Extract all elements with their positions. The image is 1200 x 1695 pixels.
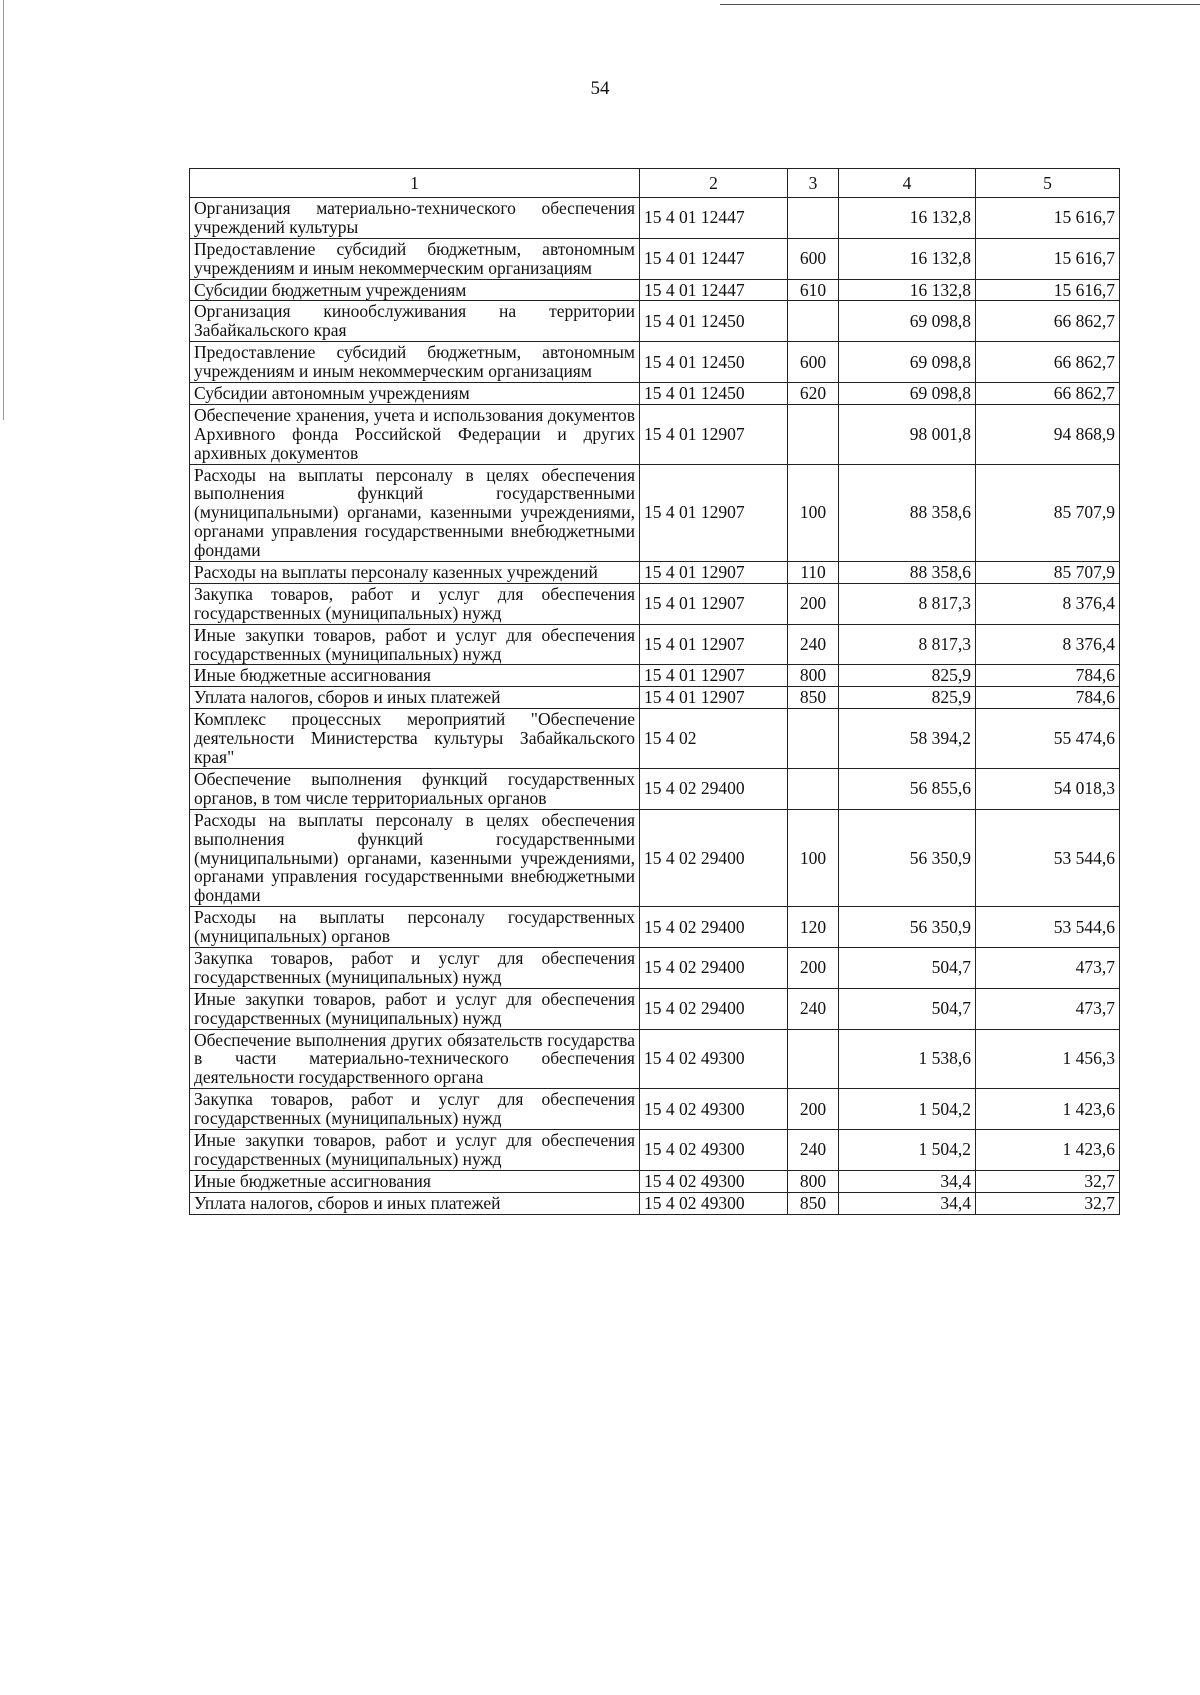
row-amount-col-4: 58 394,2 <box>839 709 976 769</box>
row-expense-type: 620 <box>788 383 839 405</box>
row-code: 15 4 01 12907 <box>640 624 788 665</box>
row-expense-type <box>788 768 839 809</box>
row-code: 15 4 01 12907 <box>640 562 788 584</box>
row-amount-col-5: 8 376,4 <box>976 583 1120 624</box>
row-name: Уплата налогов, сборов и иных платежей <box>190 687 640 709</box>
row-code: 15 4 02 29400 <box>640 947 788 988</box>
row-name: Расходы на выплаты персоналу казенных учреждений <box>190 562 640 584</box>
row-amount-col-4: 88 358,6 <box>839 464 976 561</box>
row-name: Обеспечение хранения, учета и использования документов Архивного фонда Российской Федерации и других архивных документов <box>190 404 640 464</box>
row-expense-type: 600 <box>788 238 839 279</box>
row-expense-type: 800 <box>788 1170 839 1192</box>
row-code: 15 4 02 29400 <box>640 768 788 809</box>
row-expense-type: 240 <box>788 624 839 665</box>
row-expense-type: 850 <box>788 1192 839 1214</box>
row-amount-col-4: 98 001,8 <box>839 404 976 464</box>
row-expense-type <box>788 198 839 239</box>
row-code: 15 4 02 29400 <box>640 809 788 906</box>
row-code: 15 4 01 12450 <box>640 342 788 383</box>
row-amount-col-4: 56 350,9 <box>839 907 976 948</box>
table-row <box>190 768 1120 809</box>
header-col-5: 5 <box>976 169 1120 198</box>
row-expense-type: 110 <box>788 562 839 584</box>
row-amount-col-5: 784,6 <box>976 665 1120 687</box>
row-amount-col-4: 34,4 <box>839 1170 976 1192</box>
row-name: Уплата налогов, сборов и иных платежей <box>190 1192 640 1214</box>
row-code: 15 4 01 12907 <box>640 665 788 687</box>
table-row <box>190 583 1120 624</box>
table-row <box>190 1192 1120 1214</box>
row-code: 15 4 02 29400 <box>640 988 788 1029</box>
row-amount-col-5: 15 616,7 <box>976 238 1120 279</box>
row-name: Расходы на выплаты персоналу в целях обеспечения выполнения функций государственными (муниципальными) органами, казенными учреждениями, органами управления государственными внебюджетными фондами <box>190 464 640 561</box>
row-amount-col-5: 473,7 <box>976 947 1120 988</box>
row-name: Расходы на выплаты персоналу государственных (муниципальных) органов <box>190 907 640 948</box>
row-expense-type <box>788 301 839 342</box>
row-code: 15 4 01 12450 <box>640 301 788 342</box>
table-row <box>190 1170 1120 1192</box>
table-header <box>190 169 1120 198</box>
row-amount-col-4: 16 132,8 <box>839 238 976 279</box>
row-code: 15 4 01 12447 <box>640 198 788 239</box>
table-row <box>190 383 1120 405</box>
row-expense-type <box>788 404 839 464</box>
table-row <box>190 665 1120 687</box>
row-expense-type: 240 <box>788 988 839 1029</box>
row-amount-col-4: 825,9 <box>839 687 976 709</box>
table-row <box>190 301 1120 342</box>
table-row <box>190 624 1120 665</box>
row-name: Обеспечение выполнения функций государственных органов, в том числе территориальных органов <box>190 768 640 809</box>
row-amount-col-5: 1 456,3 <box>976 1029 1120 1089</box>
row-code: 15 4 01 12447 <box>640 279 788 301</box>
row-amount-col-4: 1 504,2 <box>839 1089 976 1130</box>
row-expense-type: 850 <box>788 687 839 709</box>
table-row <box>190 1029 1120 1089</box>
page-number: 54 <box>590 78 610 99</box>
table-row <box>190 279 1120 301</box>
row-name: Закупка товаров, работ и услуг для обеспечения государственных (муниципальных) нужд <box>190 1089 640 1130</box>
row-code: 15 4 02 49300 <box>640 1089 788 1130</box>
row-name: Организация материально-технического обеспечения учреждений культуры <box>190 198 640 239</box>
row-expense-type: 600 <box>788 342 839 383</box>
row-expense-type: 100 <box>788 809 839 906</box>
row-amount-col-4: 1 538,6 <box>839 1029 976 1089</box>
row-amount-col-5: 15 616,7 <box>976 279 1120 301</box>
row-amount-col-5: 15 616,7 <box>976 198 1120 239</box>
row-amount-col-4: 16 132,8 <box>839 279 976 301</box>
row-name: Предоставление субсидий бюджетным, автономным учреждениям и иным некоммерческим организациям <box>190 238 640 279</box>
row-name: Иные закупки товаров, работ и услуг для обеспечения государственных (муниципальных) нужд <box>190 988 640 1029</box>
row-code: 15 4 02 49300 <box>640 1170 788 1192</box>
table-row <box>190 687 1120 709</box>
row-code: 15 4 02 49300 <box>640 1192 788 1214</box>
table-row <box>190 809 1120 906</box>
table-row <box>190 709 1120 769</box>
row-amount-col-5: 53 544,6 <box>976 907 1120 948</box>
header-col-2: 2 <box>640 169 788 198</box>
row-amount-col-4: 16 132,8 <box>839 198 976 239</box>
row-amount-col-4: 69 098,8 <box>839 383 976 405</box>
table-row <box>190 238 1120 279</box>
row-name: Организация кинообслуживания на территории Забайкальского края <box>190 301 640 342</box>
row-expense-type <box>788 1029 839 1089</box>
row-name: Расходы на выплаты персоналу в целях обеспечения выполнения функций государственными (муниципальными) органами, казенными учреждениями, органами управления государственными внебюджетными фондами <box>190 809 640 906</box>
row-amount-col-5: 32,7 <box>976 1170 1120 1192</box>
row-amount-col-5: 32,7 <box>976 1192 1120 1214</box>
row-name: Иные бюджетные ассигнования <box>190 665 640 687</box>
row-amount-col-5: 473,7 <box>976 988 1120 1029</box>
row-expense-type: 200 <box>788 947 839 988</box>
row-amount-col-4: 69 098,8 <box>839 301 976 342</box>
row-expense-type: 200 <box>788 1089 839 1130</box>
row-name: Закупка товаров, работ и услуг для обеспечения государственных (муниципальных) нужд <box>190 583 640 624</box>
row-expense-type: 200 <box>788 583 839 624</box>
row-code: 15 4 02 49300 <box>640 1029 788 1089</box>
table-row <box>190 1129 1120 1170</box>
row-code: 15 4 02 <box>640 709 788 769</box>
row-expense-type <box>788 709 839 769</box>
table-row <box>190 947 1120 988</box>
row-amount-col-5: 784,6 <box>976 687 1120 709</box>
table-row <box>190 1089 1120 1130</box>
row-expense-type: 610 <box>788 279 839 301</box>
row-amount-col-4: 8 817,3 <box>839 583 976 624</box>
row-amount-col-5: 8 376,4 <box>976 624 1120 665</box>
row-code: 15 4 01 12450 <box>640 383 788 405</box>
row-name: Закупка товаров, работ и услуг для обеспечения государственных (муниципальных) нужд <box>190 947 640 988</box>
row-code: 15 4 02 49300 <box>640 1129 788 1170</box>
row-amount-col-5: 66 862,7 <box>976 342 1120 383</box>
row-code: 15 4 01 12907 <box>640 464 788 561</box>
row-code: 15 4 01 12907 <box>640 404 788 464</box>
row-name: Предоставление субсидий бюджетным, автономным учреждениям и иным некоммерческим организациям <box>190 342 640 383</box>
row-amount-col-4: 8 817,3 <box>839 624 976 665</box>
table-row <box>190 342 1120 383</box>
scan-margin-line <box>3 0 4 420</box>
row-amount-col-5: 1 423,6 <box>976 1129 1120 1170</box>
table-row <box>190 464 1120 561</box>
row-amount-col-4: 56 855,6 <box>839 768 976 809</box>
row-amount-col-5: 54 018,3 <box>976 768 1120 809</box>
row-name: Иные бюджетные ассигнования <box>190 1170 640 1192</box>
row-amount-col-4: 56 350,9 <box>839 809 976 906</box>
row-expense-type: 240 <box>788 1129 839 1170</box>
row-name: Комплекс процессных мероприятий "Обеспечение деятельности Министерства культуры Забайкальского края" <box>190 709 640 769</box>
row-amount-col-5: 53 544,6 <box>976 809 1120 906</box>
header-col-1: 1 <box>190 169 640 198</box>
row-amount-col-5: 85 707,9 <box>976 464 1120 561</box>
row-expense-type: 800 <box>788 665 839 687</box>
row-code: 15 4 02 29400 <box>640 907 788 948</box>
row-amount-col-5: 66 862,7 <box>976 301 1120 342</box>
row-amount-col-5: 55 474,6 <box>976 709 1120 769</box>
row-amount-col-4: 88 358,6 <box>839 562 976 584</box>
row-name: Субсидии автономным учреждениям <box>190 383 640 405</box>
scan-edge-line <box>720 4 1200 5</box>
row-code: 15 4 01 12907 <box>640 687 788 709</box>
row-amount-col-4: 1 504,2 <box>839 1129 976 1170</box>
row-amount-col-4: 825,9 <box>839 665 976 687</box>
row-amount-col-4: 34,4 <box>839 1192 976 1214</box>
row-name: Иные закупки товаров, работ и услуг для обеспечения государственных (муниципальных) нужд <box>190 624 640 665</box>
row-amount-col-4: 504,7 <box>839 988 976 1029</box>
table-row <box>190 907 1120 948</box>
table-body <box>190 198 1120 1215</box>
budget-table <box>189 168 1120 1215</box>
row-name: Иные закупки товаров, работ и услуг для обеспечения государственных (муниципальных) нужд <box>190 1129 640 1170</box>
row-amount-col-5: 66 862,7 <box>976 383 1120 405</box>
header-col-3: 3 <box>788 169 839 198</box>
table-row <box>190 198 1120 239</box>
row-amount-col-5: 94 868,9 <box>976 404 1120 464</box>
row-amount-col-5: 85 707,9 <box>976 562 1120 584</box>
row-amount-col-4: 69 098,8 <box>839 342 976 383</box>
row-code: 15 4 01 12447 <box>640 238 788 279</box>
table-row <box>190 404 1120 464</box>
row-name: Обеспечение выполнения других обязательств государства в части материально-технического обеспечения деятельности государственного органа <box>190 1029 640 1089</box>
row-name: Субсидии бюджетным учреждениям <box>190 279 640 301</box>
row-expense-type: 120 <box>788 907 839 948</box>
table-row <box>190 562 1120 584</box>
table-row <box>190 988 1120 1029</box>
row-amount-col-5: 1 423,6 <box>976 1089 1120 1130</box>
row-expense-type: 100 <box>788 464 839 561</box>
header-row <box>190 169 1120 198</box>
row-amount-col-4: 504,7 <box>839 947 976 988</box>
row-code: 15 4 01 12907 <box>640 583 788 624</box>
header-col-4: 4 <box>839 169 976 198</box>
